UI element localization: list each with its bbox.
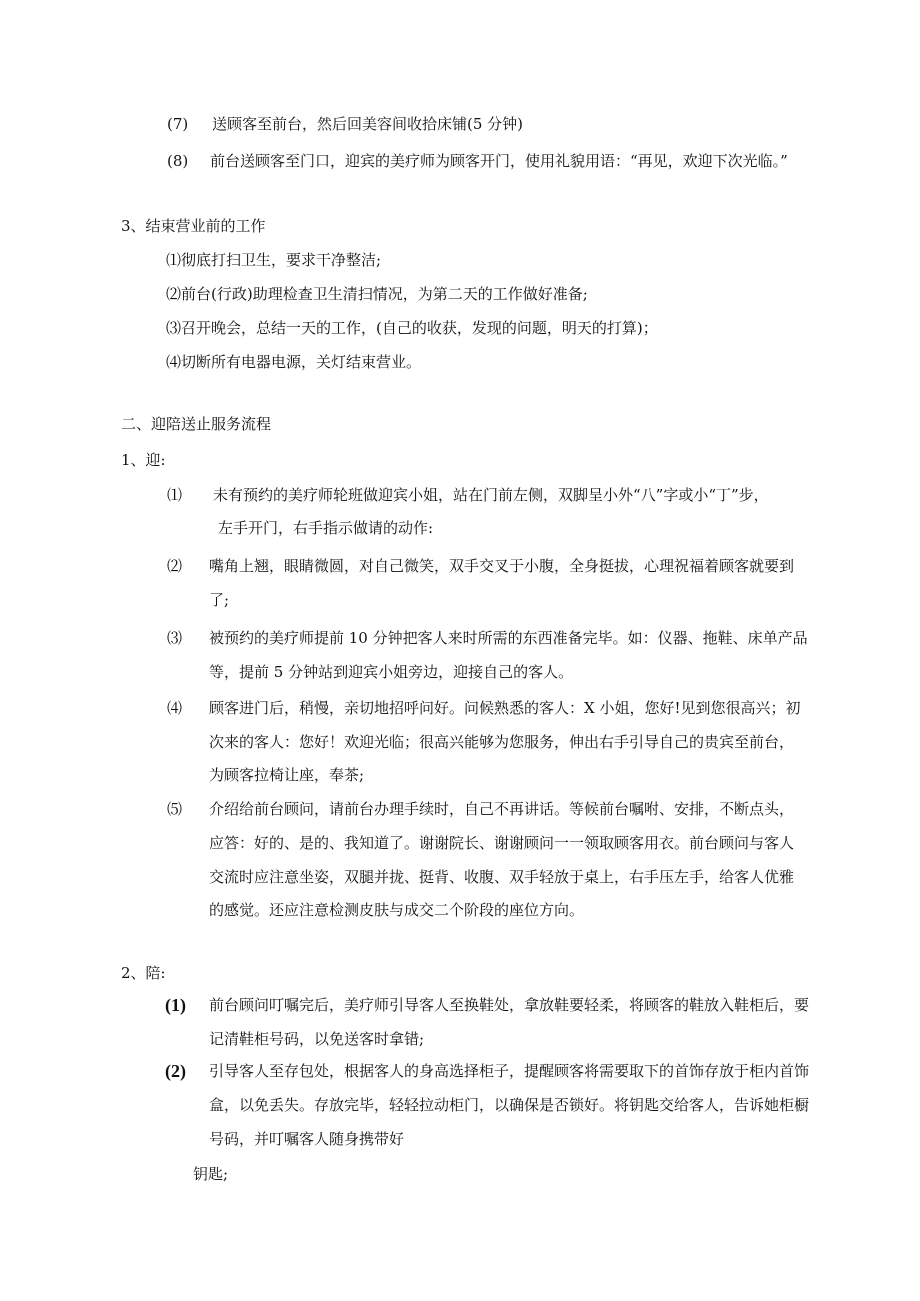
item-number: (8): [167, 152, 189, 170]
item-line: 等，提前 5 分钟站到迎宾小姐旁边，迎接自己的客人。: [209, 663, 574, 681]
continuation-text: 钥匙;: [193, 1165, 229, 1183]
item-line: 未有预约的美疗师轮班做迎宾小姐，站在门前左侧，双脚呈小外“八”字或小“丁”步，: [213, 486, 769, 504]
item-number: ⑵: [167, 557, 183, 575]
item-line: 左手开门，右手指示做请的动作:: [218, 519, 434, 537]
list-item: ⑶召开晚会，总结一天的工作，(自己的收获，发现的问题，明天的打算)；: [166, 319, 658, 337]
item-line: 号码，并叮嘱客人随身携带好: [209, 1130, 405, 1148]
item-number: ⑸: [167, 800, 183, 818]
item-number: ⑶: [167, 629, 183, 647]
item-number: (1): [165, 995, 186, 1015]
item-number: ⑴: [167, 486, 183, 504]
list-item: ⑷切断所有电器电源，关灯结束营业。: [166, 353, 422, 371]
subsection-heading: 2、陪:: [121, 964, 166, 982]
item-number: ⑷: [167, 699, 183, 717]
item-line: 被预约的美疗师提前 10 分钟把客人来时所需的东西准备完毕。如：仪器、拖鞋、床单产品: [209, 629, 808, 647]
subsection-heading: 1、迎:: [121, 451, 166, 469]
item-line: 的感觉。还应注意检测皮肤与成交二个阶段的座位方向。: [209, 901, 585, 919]
item-line: 应答：好的、是的、我知道了。谢谢院长、谢谢顾问一一领取顾客用衣。前台顾问与客人: [209, 834, 795, 852]
section-heading: 3、结束营业前的工作: [121, 217, 266, 235]
item-line: 记清鞋柜号码，以免送客时拿错;: [209, 1030, 425, 1048]
item-text: 送顾客至前台，然后回美容间收拾床铺(5 分钟): [212, 115, 524, 133]
item-line: 交流时应注意坐姿，双腿并拢、挺背、收腹、双手轻放于桌上，右手压左手，给客人优雅: [209, 868, 795, 886]
item-line: 顾客进门后，稍慢，亲切地招呼问好。问候熟悉的客人：X 小姐，您好!见到您很高兴；初: [209, 699, 801, 717]
item-number: (7): [167, 115, 189, 133]
item-number: (2): [165, 1061, 186, 1081]
item-text: 前台送顾客至门口，迎宾的美疗师为顾客开门，使用礼貌用语：“再见，欢迎下次光临。”: [210, 152, 788, 170]
item-line: 介绍给前台顾问，请前台办理手续时，自己不再讲话。等候前台嘱咐、安排，不断点头，: [209, 800, 795, 818]
list-item: ⑴彻底打扫卫生，要求干净整洁;: [166, 251, 382, 269]
item-line: 引导客人至存包处，根据客人的身高选择柜子，提醒顾客将需要取下的首饰存放于柜内首饰: [209, 1062, 810, 1080]
item-line: 次来的客人：您好！欢迎光临；很高兴能够为您服务，伸出右手引导自己的贵宾至前台，: [209, 733, 795, 751]
item-line: 为顾客拉椅让座，奉茶;: [209, 766, 365, 784]
part-heading: 二、迎陪送止服务流程: [121, 415, 272, 433]
item-line: 前台顾问叮嘱完后，美疗师引导客人至换鞋处，拿放鞋要轻柔，将顾客的鞋放入鞋柜后，要: [209, 996, 810, 1014]
item-line: 盒，以免丢失。存放完毕，轻轻拉动柜门，以确保是否锁好。将钥匙交给客人，告诉她柜橱: [209, 1096, 810, 1114]
item-line: 嘴角上翘，眼睛微圆，对自己微笑，双手交叉于小腹，全身挺拔，心理祝福着顾客就要到: [209, 557, 795, 575]
list-item: ⑵前台(行政)助理检查卫生清扫情况，为第二天的工作做好准备;: [166, 285, 588, 303]
item-line: 了;: [209, 591, 230, 609]
